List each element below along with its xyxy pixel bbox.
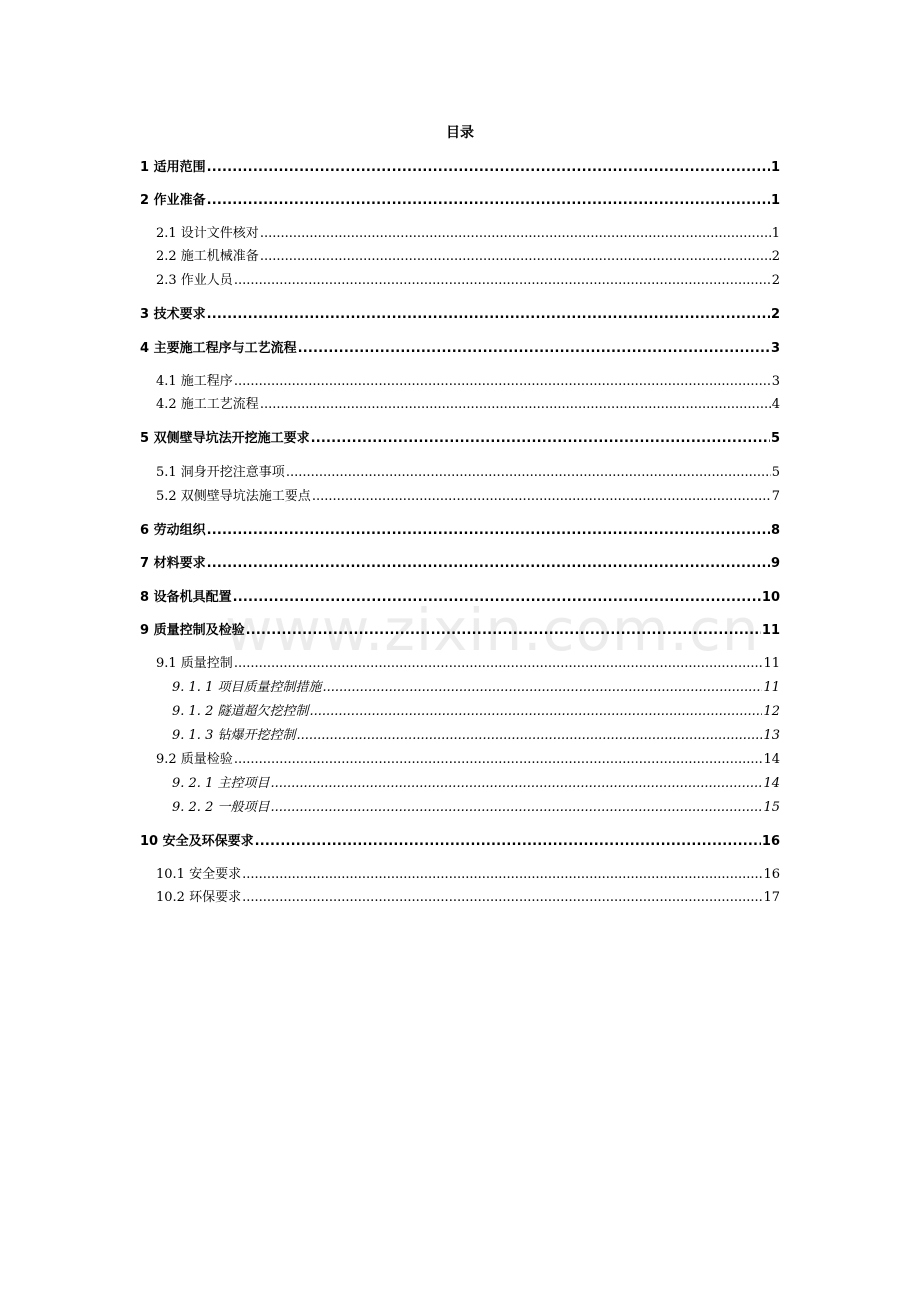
toc-entry-5-1[interactable] (156, 463, 780, 483)
toc-entry-10-2[interactable] (156, 888, 780, 908)
toc-entry-label: 2.1 设计文件核对 (156, 226, 259, 241)
toc-entry-label: 5 双侧壁导坑法开挖施工要求 (140, 431, 310, 446)
toc-entry-label: 9. 2. 1 主控项目 (172, 776, 270, 791)
toc-title: 目录 (446, 125, 474, 141)
toc-entry-label: 1 适用范围 (140, 160, 206, 175)
toc-entry-label: 10.2 环保要求 (156, 890, 242, 905)
toc-page-number: 8 (770, 523, 780, 538)
toc-leader (286, 463, 771, 483)
toc-leader (207, 305, 770, 325)
toc-page-number: 2 (771, 249, 780, 264)
toc-leader (311, 429, 770, 449)
toc-entry-label: 9.1 质量控制 (156, 656, 233, 671)
toc-entry-label: 2 作业准备 (140, 193, 206, 208)
toc-entry-8[interactable] (140, 588, 780, 608)
toc-entry-2-3[interactable] (156, 271, 780, 291)
toc-entry-2[interactable] (140, 191, 780, 211)
toc-entry-label: 9. 1. 3 钻爆开挖控制 (172, 728, 296, 743)
toc-leader (255, 832, 761, 852)
toc-page-number: 3 (771, 374, 780, 389)
toc-entry-label: 3 技术要求 (140, 307, 206, 322)
toc-page-number: 3 (770, 341, 780, 356)
toc-entry-10-1[interactable] (156, 865, 780, 885)
toc-page-number: 11 (763, 656, 780, 671)
toc-page-number: 1 (770, 193, 780, 208)
toc-entry-label: 9. 1. 2 隧道超欠挖控制 (172, 704, 309, 719)
toc-leader (234, 750, 763, 770)
toc-entry-2-2[interactable] (156, 247, 780, 267)
toc-entry-9-2[interactable] (156, 750, 780, 770)
toc-entry-6[interactable] (140, 521, 780, 541)
toc-leader (207, 521, 770, 541)
toc-leader (233, 588, 761, 608)
toc-page-number: 9 (770, 556, 780, 571)
toc-entry-label: 8 设备机具配置 (140, 590, 232, 605)
toc-leader (260, 247, 771, 267)
toc-entry-label: 6 劳动组织 (140, 523, 206, 538)
toc-entry-label: 10 安全及环保要求 (140, 834, 254, 849)
toc-entry-5-2[interactable] (156, 487, 780, 507)
toc-leader (298, 339, 770, 359)
toc-leader (309, 702, 762, 722)
toc-leader (242, 865, 762, 885)
toc-entry-9-2-1[interactable] (172, 774, 780, 794)
toc-leader (322, 678, 762, 698)
toc-entry-label: 9.2 质量检验 (156, 752, 233, 767)
toc-page-number: 12 (763, 704, 780, 719)
toc-entry-5[interactable] (140, 429, 780, 449)
toc-page-number: 1 (771, 226, 780, 241)
toc-page-number: 5 (770, 431, 780, 446)
toc-page-number: 7 (771, 489, 780, 504)
toc-leader (242, 888, 762, 908)
toc-entry-4[interactable] (140, 339, 780, 359)
toc-entry-label: 9 质量控制及检验 (140, 623, 245, 638)
toc-page-number: 15 (763, 800, 780, 815)
toc-page-number: 16 (761, 834, 780, 849)
toc-page-number: 14 (763, 752, 780, 767)
toc-leader (296, 726, 762, 746)
toc-leader (207, 158, 770, 178)
toc-leader (234, 654, 763, 674)
toc-entry-9-1-3[interactable] (172, 726, 780, 746)
toc-leader (312, 487, 771, 507)
toc-leader (270, 798, 762, 818)
toc-entry-9[interactable] (140, 621, 780, 641)
watermark: www.zixin.com.cn (225, 596, 760, 664)
toc-entry-label: 7 材料要求 (140, 556, 206, 571)
toc-entry-10[interactable] (140, 832, 780, 852)
toc-entry-label: 2.3 作业人员 (156, 273, 233, 288)
toc-entry-label: 10.1 安全要求 (156, 867, 242, 882)
toc-page-number: 4 (771, 397, 780, 412)
toc-leader (270, 774, 762, 794)
toc-entry-label: 4.2 施工工艺流程 (156, 397, 259, 412)
toc-entry-2-1[interactable] (156, 224, 780, 244)
toc-page-number: 13 (763, 728, 780, 743)
toc-page-number: 16 (763, 867, 780, 882)
toc-entry-4-1[interactable] (156, 372, 780, 392)
toc-entry-7[interactable] (140, 554, 780, 574)
toc-leader (234, 372, 771, 392)
toc-page-number: 14 (763, 776, 780, 791)
toc-entry-3[interactable] (140, 305, 780, 325)
toc-entry-label: 4 主要施工程序与工艺流程 (140, 341, 297, 356)
toc-leader (246, 621, 761, 641)
toc-entry-label: 9. 1. 1 项目质量控制措施 (172, 680, 322, 695)
toc-entry-4-2[interactable] (156, 395, 780, 415)
toc-entry-label: 5.1 洞身开挖注意事项 (156, 465, 285, 480)
toc-entry-9-1-1[interactable] (172, 678, 780, 698)
toc-page-number: 2 (770, 307, 780, 322)
toc-leader (234, 271, 771, 291)
toc-page-number: 1 (770, 160, 780, 175)
toc-entry-1[interactable] (140, 158, 780, 178)
toc-page-number: 2 (771, 273, 780, 288)
toc-entry-label: 4.1 施工程序 (156, 374, 233, 389)
toc-page-number: 17 (763, 890, 780, 905)
toc-entry-9-1-2[interactable] (172, 702, 780, 722)
toc-entry-label: 2.2 施工机械准备 (156, 249, 259, 264)
toc-entry-9-1[interactable] (156, 654, 780, 674)
toc-leader (207, 554, 770, 574)
toc-entry-label: 9. 2. 2 一般项目 (172, 800, 270, 815)
toc-leader (260, 224, 771, 244)
toc-entry-9-2-2[interactable] (172, 798, 780, 818)
toc-page-number: 5 (771, 465, 780, 480)
toc-page-number: 11 (763, 680, 780, 695)
toc-leader (207, 191, 770, 211)
toc-page-number: 11 (761, 623, 780, 638)
toc-page-number: 10 (761, 590, 780, 605)
toc-leader (260, 395, 771, 415)
toc-entry-label: 5.2 双侧壁导坑法施工要点 (156, 489, 311, 504)
